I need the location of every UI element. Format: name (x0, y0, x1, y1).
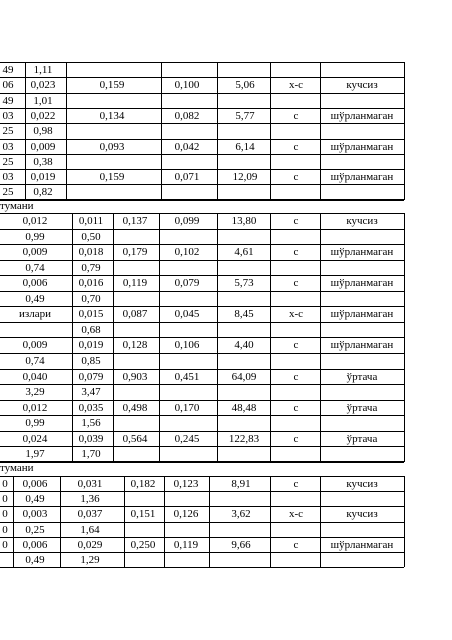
table-cell: 0,70 (81, 293, 101, 305)
table-cell: 0,079 (174, 277, 200, 289)
table-cell: 48,48 (231, 402, 257, 414)
table-cell: 0,009 (30, 141, 56, 153)
table-cell: 0,018 (78, 246, 104, 258)
table-cell: 0,039 (78, 433, 104, 445)
table-cell: 25 (2, 125, 14, 137)
table-cell: 0,451 (174, 371, 200, 383)
table-cell: 1,56 (81, 417, 101, 429)
table-cell: 3,29 (25, 386, 45, 398)
column-border (25, 62, 26, 200)
column-border (209, 476, 210, 567)
table-cell: 0,102 (174, 246, 200, 258)
column-border (113, 213, 114, 462)
table-cell: х-с (288, 79, 304, 91)
column-border (124, 476, 125, 567)
table-cell: шўрланмаган (330, 339, 394, 351)
table-cell: 0,099 (174, 215, 200, 227)
table-cell: с (293, 402, 299, 414)
table-cell: 1,29 (80, 554, 100, 566)
table-cell: 0,137 (122, 215, 148, 227)
table-cell: 1,64 (80, 524, 100, 536)
section-title: тумани (0, 462, 34, 474)
table-cell: кучсиз (346, 508, 378, 520)
table-cell: 0,74 (25, 262, 45, 274)
table-cell: 0,50 (81, 231, 101, 243)
table-cell: 0 (2, 539, 8, 551)
table-cell: 0,498 (122, 402, 148, 414)
table-cell: 9,66 (231, 539, 251, 551)
table-cell: 0,159 (99, 79, 125, 91)
row-border (0, 369, 404, 370)
table-cell: 0,071 (174, 171, 200, 183)
table-cell: 0,49 (25, 493, 45, 505)
table-cell: 0,045 (174, 308, 200, 320)
table-cell: 0,564 (122, 433, 148, 445)
table-cell: 5,77 (235, 110, 255, 122)
table-cell: 0,99 (25, 231, 45, 243)
table-cell: 0,159 (99, 171, 125, 183)
table-cell: 0,019 (30, 171, 56, 183)
table-cell: излари (19, 308, 51, 320)
table-cell: 03 (2, 171, 14, 183)
table-cell: 1,36 (80, 493, 100, 505)
table-cell: 0,79 (81, 262, 101, 274)
table-cell: 64,09 (231, 371, 257, 383)
table-cell: шўрланмаган (330, 277, 394, 289)
table-cell: 12,09 (232, 171, 258, 183)
column-border (60, 476, 61, 567)
table-cell: с (293, 478, 299, 490)
table-cell: 0,119 (173, 539, 199, 551)
table-cell: 0,106 (174, 339, 200, 351)
row-border (0, 462, 404, 463)
table-cell: 0,170 (174, 402, 200, 414)
table-cell: 0,25 (25, 524, 45, 536)
table-cell: х-с (288, 308, 304, 320)
table-cell: 0,134 (99, 110, 125, 122)
table-cell: шўрланмаган (330, 246, 394, 258)
column-border (66, 62, 67, 200)
table-cell: 3,47 (81, 386, 101, 398)
row-border (0, 200, 404, 201)
column-border (13, 476, 14, 567)
row-border (0, 62, 404, 63)
table-cell: 25 (2, 156, 14, 168)
table-cell: с (293, 141, 299, 153)
table-cell: 0,99 (25, 417, 45, 429)
table-cell: 25 (2, 186, 14, 198)
table-cell: 0,128 (122, 339, 148, 351)
table-cell: шўрланмаган (330, 141, 394, 153)
row-border (0, 322, 404, 323)
table-cell: 0,68 (81, 324, 101, 336)
table-cell: 03 (2, 110, 14, 122)
table-cell: ўртача (346, 433, 378, 445)
table-cell: 4,61 (234, 246, 254, 258)
row-border (0, 291, 404, 292)
table-cell: 0,250 (130, 539, 156, 551)
table-cell: 0,093 (99, 141, 125, 153)
table-cell: 0,009 (22, 339, 48, 351)
table-cell: 0,011 (78, 215, 104, 227)
row-border (0, 431, 404, 432)
table-right-border (404, 62, 405, 200)
table-cell: 1,70 (81, 448, 101, 460)
column-border (320, 213, 321, 462)
table-cell: 0,022 (30, 110, 56, 122)
row-border (0, 213, 404, 214)
table-cell: 03 (2, 141, 14, 153)
column-border (270, 476, 271, 567)
table-cell: 0,100 (174, 79, 200, 91)
table-cell: 0,119 (122, 277, 148, 289)
table-cell: 0,179 (122, 246, 148, 258)
table-cell: 0,245 (174, 433, 200, 445)
table-cell: шўрланмаган (330, 171, 394, 183)
table-cell: с (293, 171, 299, 183)
table-cell: 0,015 (78, 308, 104, 320)
table-cell: с (293, 539, 299, 551)
table-cell: с (293, 339, 299, 351)
table-cell: 0,035 (78, 402, 104, 414)
table-cell: 0,003 (22, 508, 48, 520)
table-cell: 0,079 (78, 371, 104, 383)
row-border (0, 229, 404, 230)
table-cell: шўрланмаган (330, 539, 394, 551)
table-cell: с (293, 433, 299, 445)
table-cell: 0,040 (22, 371, 48, 383)
table-cell: 0,042 (174, 141, 200, 153)
table-cell: 0,031 (77, 478, 103, 490)
table-cell: 13,80 (231, 215, 257, 227)
table-cell: кучсиз (346, 215, 378, 227)
table-cell: 0 (2, 508, 8, 520)
table-cell: 5,73 (234, 277, 254, 289)
table-cell: 0,49 (25, 293, 45, 305)
table-cell: шўрланмаган (330, 110, 394, 122)
table-cell: 0,029 (77, 539, 103, 551)
table-cell: с (293, 371, 299, 383)
column-border (217, 62, 218, 200)
table-cell: 0,123 (173, 478, 199, 490)
table-cell: 0,023 (30, 79, 56, 91)
section-title: тумани (0, 200, 34, 212)
section-title-border (0, 461, 404, 462)
table-cell: 0,74 (25, 355, 45, 367)
table-cell: 8,91 (231, 478, 251, 490)
table-cell: 0,49 (25, 554, 45, 566)
row-border (0, 260, 404, 261)
section-title-border (0, 199, 404, 200)
row-border (0, 93, 404, 94)
table-right-border (404, 476, 405, 567)
table-cell: 4,40 (234, 339, 254, 351)
table-cell: 0,98 (33, 125, 53, 137)
table-cell: 3,62 (231, 508, 251, 520)
table-cell: 0,037 (77, 508, 103, 520)
table-cell: 5,06 (235, 79, 255, 91)
table-cell: 0,82 (33, 186, 53, 198)
table-cell: 0,38 (33, 156, 53, 168)
row-border (0, 384, 404, 385)
column-border (320, 62, 321, 200)
column-border (164, 476, 165, 567)
table-cell: 0 (2, 524, 8, 536)
table-cell: 0,006 (22, 539, 48, 551)
table-cell: 1,97 (25, 448, 45, 460)
table-cell: х-с (288, 508, 304, 520)
table-cell: 0,182 (130, 478, 156, 490)
table-cell: 0,903 (122, 371, 148, 383)
table-cell: с (293, 215, 299, 227)
table-cell: 49 (2, 95, 14, 107)
table-cell: 1,01 (33, 95, 53, 107)
table-cell: 8,45 (234, 308, 254, 320)
row-border (0, 415, 404, 416)
table-cell: 06 (2, 79, 14, 91)
column-border (159, 213, 160, 462)
table-cell: 0,012 (22, 402, 48, 414)
column-border (270, 213, 271, 462)
table-cell: кучсиз (346, 478, 378, 490)
table-cell: 0,016 (78, 277, 104, 289)
table-cell: 0,019 (78, 339, 104, 351)
table-cell: ўртача (346, 371, 378, 383)
table-cell: 0,087 (122, 308, 148, 320)
table-cell: 122,83 (228, 433, 260, 445)
row-border (0, 400, 404, 401)
table-cell: с (293, 110, 299, 122)
table-cell: 0,151 (130, 508, 156, 520)
column-border (270, 62, 271, 200)
table-cell: 0,006 (22, 277, 48, 289)
column-border (217, 213, 218, 462)
row-border (0, 353, 404, 354)
table-cell: 0,012 (22, 215, 48, 227)
column-border (320, 476, 321, 567)
table-cell: 6,14 (235, 141, 255, 153)
table-cell: 0,024 (22, 433, 48, 445)
table-cell: с (293, 277, 299, 289)
table-cell: 1,11 (33, 64, 53, 76)
table-cell: 0,006 (22, 478, 48, 490)
column-border (72, 213, 73, 462)
table-cell: 0,126 (173, 508, 199, 520)
row-border (0, 77, 404, 78)
table-cell: 0 (2, 493, 8, 505)
table-cell: с (293, 246, 299, 258)
table-cell: 0,009 (22, 246, 48, 258)
table-cell: 0,85 (81, 355, 101, 367)
table-cell: ўртача (346, 402, 378, 414)
table-cell: 0 (2, 478, 8, 490)
table-right-border (404, 213, 405, 462)
table-cell: 0,082 (174, 110, 200, 122)
table-cell: шўрланмаган (330, 308, 394, 320)
row-border (0, 567, 404, 568)
table-cell: кучсиз (346, 79, 378, 91)
row-border (0, 446, 404, 447)
table-cell: 49 (2, 64, 14, 76)
column-border (161, 62, 162, 200)
